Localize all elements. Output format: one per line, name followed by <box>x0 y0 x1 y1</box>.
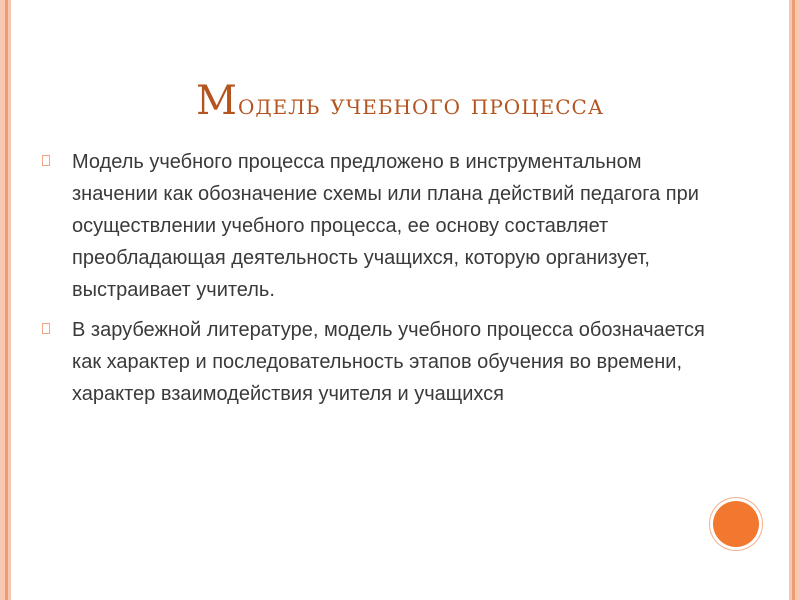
bullet-icon <box>42 155 50 166</box>
bullet-item-1 <box>42 146 732 306</box>
slide-title: Модель учебного процесса <box>196 78 604 124</box>
decorative-circle-icon <box>713 501 759 547</box>
bullet-text-2: В зарубежной литературе, модель учебного процесса обозначается как характер и последовательность этапов обучения во времени, характер взаимодействия учителя и учащихся <box>72 319 705 405</box>
slide-content <box>42 146 732 418</box>
bullet-icon <box>42 323 50 334</box>
bullet-text-1: Модель учебного процесса предложено в инструментальном значении как обозначение схемы или плана действий педагога при осуществлении учебного процесса, ее основу составляет преобладающая деятельность учащихся, которую организует, выстраивает учитель. <box>72 151 699 301</box>
bullet-item-2 <box>42 314 732 410</box>
